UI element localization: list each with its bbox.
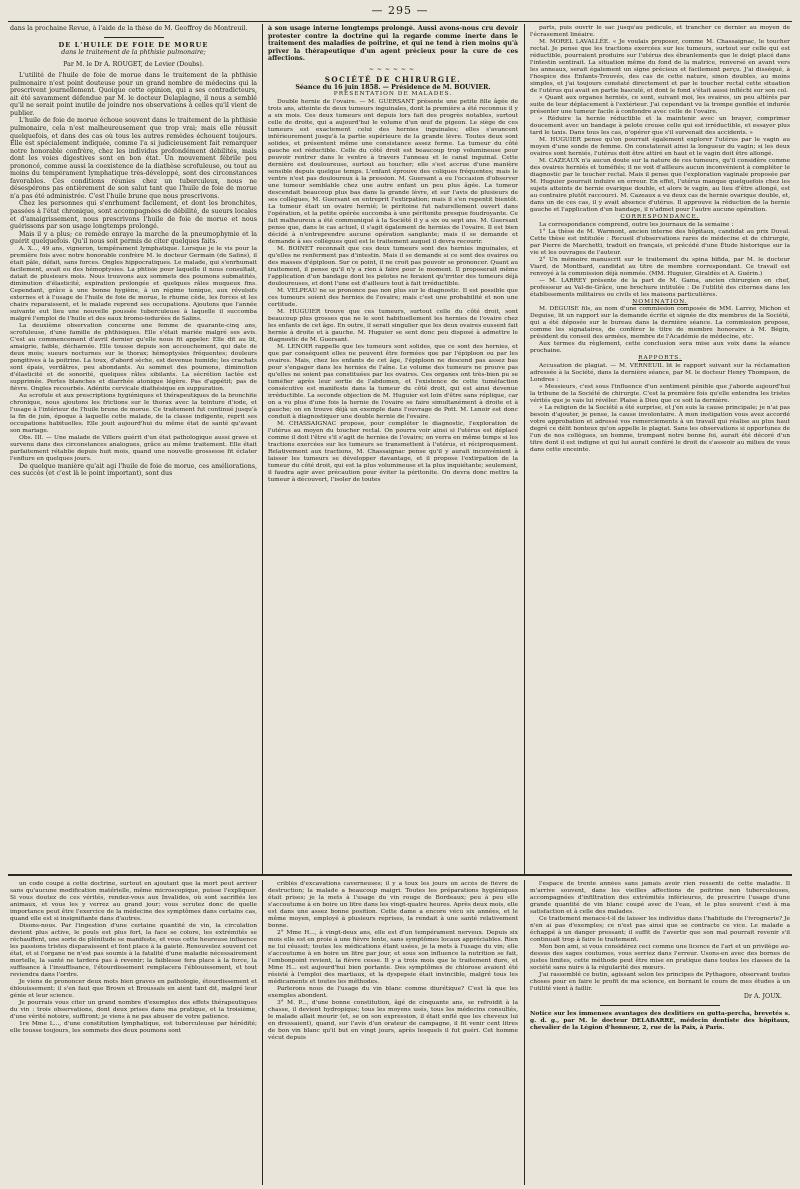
paragraph: M. HUGUIER trouve que ces tumeurs, surtout celle du côté droit, sont beaucoup plus grosses que ne le sont habituellement les hernies de l'ovaire chez les enfants de cet âge. En outre, il serait singulier que les deux ovaires eussent fait hernie à droite et à gauche. M. Huguier se sent donc peu disposé à admettre le diagnostic de M. Guersant.	[268, 308, 518, 343]
paragraph: 2° Un mémoire manuscrit sur le traitement du spina bifida, par M. le docteur Viard, de Montbard, candidat au titre de membre correspondant. Ce travail est renvoyé à la commission déjà nommée. (MM. Huguier, Giraldès et A. Guérin.)	[530, 256, 790, 277]
paragraph: M. BOINET reconnaît que ces deux tumeurs sont des hernies inguinales, et qu'elles ne renferment pas d'intestin. Mais il se demande si ce sont des ovaires ou des masses d'épiploon. Sur ce point, il ne croit pas pouvoir se prononcer. Quant au traitement, il pense qu'il n'y a rien à faire pour le moment. Il proposerait même l'application d'un bandage dont les pelotes ne feraient qu'irriter des tumeurs déjà douloureuses, et dont l'une est d'ailleurs tout à fait irréductible.	[268, 245, 518, 287]
bottom-divider-1	[262, 880, 263, 1185]
paragraph: M. HUGUIER pense qu'on pourrait également explorer l'utérus par le vagin au moyen d'une sonde de femme. On constaterait ainsi la longueur du vagin; si les deux ovaires sont herniés, l'utérus doit être attiré en haut et le vagin doit être allongé.	[530, 137, 790, 157]
column-3	[530, 25, 790, 871]
paragraph: M. VELPEAU ne se prononce pas non plus sur le diagnostic. Il est possible que ces tumeurs soient des hernies de l'ovaire; mais c'est une probabilité et non une certitude.	[268, 287, 518, 308]
signature: Dr A. JOUX.	[743, 993, 782, 1000]
paragraph: Double hernie de l'ovaire. — M. GUERSANT présente une petite fille âgée de trois ans, atteinte de deux tumeurs inguinales, dont la première a été reconnue il y a six mois. Ces deux tumeurs ont depuis lors fait des progrès notables, surtout celle de droite, qui a aujourd'hui le volume d'un œuf de pigeon. Le siège de ces tumeurs est exactement celui des hernies inguinales; elles s'avancent inférieurement jusqu'à la partie supérieure de la grande lèvre. Toutes deux sont solides, et présentent même une consistance assez ferme. La tumeur du côté gauche est réductible. Celle du côté droit est beaucoup trop volumineuse pour pouvoir rentrer dans le ventre à travers l'anneau et le canal inguinal. Cette dernière est douloureuse, surtout au toucher; elle s'est accrue d'une manière sensible depuis quelque temps. L'enfant éprouve des coliques fréquentes; mais le ventre n'est pas douloureux à la pression. M. Guersant a eu l'occasion d'observer une tumeur semblable chez une autre enfant un peu plus âgée. La tumeur descendait beaucoup plus bas dans la grande lèvre, et sur l'avis de plusieurs de ses collègues, M. Guersant en entreprit l'extirpation; mais il s'en repentit bientôt. La tumeur était un ovaire hernié; le péritoine fut naturellement ouvert dans l'opération, et la petite opérée succomba à une péritonite presque foudroyante. Ce fait malheureux a été communiqué à la Société il y a six ou sept ans. M. Guersant pense que, dans le cas actuel, il s'agit également de hernies de l'ovaire. Il est bien décidé à n'entreprendre aucune opération sanglante; mais il se demande et demande à ses collègues quel est le traitement auquel il devra recourir.	[268, 98, 518, 245]
paragraph: Mais il y a plus; ce remède enraye la marche de la pneumophymie et la guérit quelquefois. Qu'il nous soit permis de citer quelques faits.	[10, 230, 257, 246]
paragraph: M. CAZEAUX n'a aucun doute sur la nature de ces tumeurs, qu'il considère comme des ovaires herniés et tuméfiés; il ne voit d'ailleurs aucun inconvénient à compléter le diagnostic par le toucher rectal. Mais il pense que l'exploration vaginale proposée par M. Huguier pourrait induire en erreur. En effet, l'utérus manque quelquefois chez les sujets atteints de hernie ovarique double, et alors le vagin, au lieu d'être allongé, est au contraire plutôt raccourci. M. Cazeaux a vu deux cas de hernie ovarique double, et, dans un de ces cas, il y avait absence d'utérus. Il approuve la réduction de la hernie gauche et l'application d'un bandage, il n'admet pour l'autre aucune opération.	[530, 158, 790, 213]
paragraph: parts, puis ouvrir le sac jusqu'au pédicule, et trancher ce dernier au moyen de l'écrasement linéaire.	[530, 25, 790, 38]
paragraph: L'huile de foie de morue échoue souvent dans le traitement de la phthisie pulmonaire, cela n'est malheureusement que trop vrai; mais elle réussit quelquefois, et dans des cas où tous les autres remèdes échouent toujours. Elle est spécialement indiquée, comme l'a si judicieusement fait remarquer notre honorable confrère, chez les individus profondément débilités, mais dont les voies digestives sont en bon état. Un mouvement fébrile peu prononcé, comme aussi la coexistence de la diathèse scrofuleuse, ou tout au moins du tempérament lymphatique très-développé, sont des circonstances favorables. Ces conditions réunies chez un tuberculeux, nous ne désespérons pas entièrement de son salut tant que l'huile de foie de morue n'a pas été administrée. C'est l'huile brune que nous prescrivons.	[10, 117, 257, 200]
paragraph: J'ai rassemblé ce butin, agissant selon les principes de Pythagore, observant toutes choses pour en faire le profit de ma science, en bornant le cours de mes études à un l'utilité vient à faillir.	[530, 972, 790, 992]
article-subtitle: dans le traitement de la phthisie pulmonaire;	[61, 49, 206, 57]
paragraph: 1° La thèse de M. Warmont, ancien interne des hôpitaux, candidat au prix Duval. Cette thèse est intitulée : Recueil d'observations rares de médecine et de chirurgie, par Pierre de Marchetti, traduit en français, et précédé d'une Étude historique sur la vie et les ouvrages de l'auteur.	[530, 228, 790, 256]
column-2	[268, 25, 518, 871]
section-heading: RAPPORTS.	[638, 355, 682, 362]
paragraph: criblés d'excavations caverneuses; il y a toux les jours un accès de fièvre de destruction; la malade a beaucoup maigri. Toutes les préparations hygiéniques était prises; je la mets à l'usage du vin rouge de Bordeaux; peu à peu elle s'accoutume à en boire un litre dans les vingt-quatre heures. Après deux mois, elle est dans une assez bonne position. Cette dame a encore vécu six années, et le même moyen, employé à plusieurs reprises, la rendait à une santé relativement bonne.	[268, 881, 518, 929]
paragraph: l'espace de trente années sans jamais avoir rien ressenti de cette maladie. Il m'arrive souvent, dans les vieilles affections de poitrine non tuberculeuses, accompagnées d'infiltration des extrémités inférieures, de prescrire l'usage d'une grande quantité de vin blanc coupé avec de l'eau, et le plus souvent c'est à ma satisfaction et à celle des malades.	[530, 881, 790, 915]
bottom-divider-2	[524, 880, 525, 1185]
bottom-column-1	[10, 881, 257, 1185]
column-divider-2	[524, 24, 525, 874]
session-line: Séance du 16 juin 1858. — Présidence de M. BOUVIER.	[295, 83, 491, 91]
paragraph: 1re Mme L..., d'une constitution lymphatique, est tuberculeuse par hérédité; elle tousse toujours, les sommets des deux poumons sont	[10, 1021, 257, 1034]
article-title: DE L'HUILE DE FOIE DE MORUE	[58, 40, 209, 49]
paragraph: M. DEGUISE fils, au nom d'une commission composée de MM. Larrey, Michon et Deguise, lit un rapport sur la demande écrite et signée de dix membres de la Société, qui a été déposée sur le bureau dans la dernière séance. La commission propose, comme les signataires, de conférer le titre de membre honoraire à M. Bégin, président du conseil des armées, membre de l'Académie de médecine, etc.	[530, 306, 790, 341]
paragraph: Mon bon ami, si vous considérez ceci comme une licence de l'art et un privilège au-dessus des sages coutumes, vous serriez dans l'erreur. Usons-en avec des bornes de justes limites, cette méthode peut être mise en pratique dans toutes les classes de la société sans nuire à la régularité des mœurs.	[530, 944, 790, 971]
paragraph: Je viens de prononcer deux mots bien graves en pathologie, étourdissement et éblouissement; il s'en faut que Brown et Broussais en aient tant dit, malgré leur génie et leur science.	[10, 979, 257, 999]
paragraph: Accusation de plagiat. — M. VERNEUIL lit le rapport suivant sur la réclamation adressée à la Société, dans la dernière séance, par M. le docteur Henry Thompson, de Londres :	[530, 362, 790, 383]
section-heading: PRÉSENTATION DE MALADES.	[333, 91, 453, 98]
paragraph: Obs. III. — Une malade de Villers guérit d'un état pathologique aussi grave et survenu dans des circonstances analogues, grâce au même traitement. Elle était parfaitement rétablie depuis huit mois, quand une nouvelle grossesse fit éclater l'enflure en quelques jours.	[10, 434, 257, 462]
paragraph: un code coupé à cette doctrine, surtout en ajoutant que la mort peut arriver sans qu'aucune modification matérielle, même microscopique, puisse l'expliquer. Si vous doutez de ces vérités, rendez-vous aux Invalides, où sont sacrifiés les animaux, et vous les y verrez au grand jour; vous scrutez donc de quelle importance peut être l'exercice de la médecine des symptômes dans certains cas, quand elle est si insignifiante dans d'autres.	[10, 881, 257, 922]
top-rule	[8, 21, 792, 22]
paragraph: à son usage interne longtemps prolongé. Aussi avons-nous cru devoir protester contre la doctrine qui la regarde comme inerte dans le traitement des maladies de poitrine, et qui ne tend à rien moins qu'à priver la thérapeutique d'un agent précieux pour la cure de ces affections.	[268, 25, 518, 63]
bottom-column-3	[530, 881, 790, 1185]
paragraph: 3° M. P..., d'une bonne constitution, âgé de cinquante ans, se refroidit à la chasse, il devient hydropique; tous les moyens usés, tous les médecins consultés, le malade allait mourir (et, se on son expression, il était enflé que les cheveux lui en dressaient), quand, sur l'avis d'un orateur de campagne, il fit venir cent litres de bon vin blanc qu'il but en vingt jours, après lesquels il fut guéri. Cet homme vécut depuis	[268, 1000, 518, 1041]
paragraph: Chez les personnes qui s'enrhument facilement, et dont les bronchites, passées à l'état chronique, sont accompagnées de débilité, de sueurs locales et d'amaigrissement, nous prescrivons l'huile de foie de morue et nous guérissons par son usage longtemps prolongé.	[10, 200, 257, 231]
paragraph: 2° Mme H..., à vingt-deux ans, elle est d'un tempérament nerveux. Depuis six mois elle est en proie à une fièvre lente, sans symptômes locaux appréciables. Rien ne lui réussit; toutes les médications étant usées, je la mets à l'usage du vin; elle s'accoutume à en boire un litre par jour, et sous son influence la nutrition se fait, l'embonpoint revient, la fièvre cesse. Il y a trois mois que le traitement dure, et Mme H... est aujourd'hui bien portante. Des symptômes de chlorose avaient été résisté à l'emploi des martiaux, et la dyspepsie était invincible, malgré tous les médicaments et toutes les méthodes.	[268, 930, 518, 985]
feuilleton-divider	[8, 874, 792, 876]
separator	[104, 37, 164, 38]
paragraph: » Quant aux organes herniés, ce sont, suivant moi, les ovaires, un peu altérés par suite de leur déplacement à l'extérieur. J'ai cependant vu la trompe gonflée et indurée présenter une tumeur facile à confondre avec celle de l'ovaire.	[530, 95, 790, 115]
paragraph: » Réduire la hernie réductible et la maintenir avec un brayer, comprimer doucement avec un bandage à pelote creuse celle qui est irréductible, et essayer plus tard le taxis. Dans tous les cas, n'opérer que s'il survenait des accidents. »	[530, 116, 790, 136]
section-heading: NOMINATION.	[632, 298, 688, 305]
column-1	[10, 25, 257, 871]
paragraph: A. X..., 49 ans, vigneron, tempérament lymphatique. Lorsque je le vis pour la première fois avec notre honorable confrère M. le docteur Germain (de Salins), il était pâle, défait, sans forces. Ongles hippocratiques. Le malade, qui s'enrhumait facilement, avait eu des hémoptysies. La phtisie pour laquelle il nous consultait, datait de plusieurs mois. Nous trouvons aux sommets des poumons submatités, diminution d'élasticité, expiration prolongée et quelques râles muqueux fins. Cependant, grâce à une bonne hygiène, à un régime tonique, aux révulsifs externes et à l'usage de l'huile de foie de morue, le rhume cède, les forces et les chairs reparaissent, et le malade reprend ses occupations. Ajoutons que l'année suivante eut lieu une nouvelle poussée tuberculeuse à laquelle il succomba malgré l'emploi de l'huile et des eaux bromo-iodurées de Salins.	[10, 245, 257, 322]
separator	[600, 1005, 720, 1006]
lead-text: dans la prochaine Revue, à l'aide de la thèse de M. Geoffroy de Montreuil.	[10, 25, 248, 32]
ornament-rule: ~~~~~~	[368, 65, 418, 73]
paragraph: « Messieurs, c'est sous l'influence d'un sentiment pénible que j'aborde aujourd'hui la tribune de la Société de chirurgie. C'est la première fois qu'elle entendra les tristes vérités que je vais lui révéler. Plaise à Dieu que ce soit la dernière.	[530, 383, 790, 404]
bottom-column-2	[268, 881, 518, 1185]
paragraph: Aux termes du règlement, cette conclusion sera mise aux voix dans la séance prochaine.	[530, 341, 790, 355]
paragraph: Disons-nous. Par l'ingestion d'une certaine quantité de vin, la circulation devient plus active, le pouls est plus fort, la face se colore, les extrémités se réchauffent, une sorte de plénitude se manifeste, et vous cette heureuse influence les passions tristes disparaissent et font place à la gaieté. Renouvelez souvent cet état, et si l'organe ne n'est pas soumis à la fatalité d'une maladie nécessairement mortelle, la santé ne tardera pas à revenir; la faiblesse fera place à la force, la suffisance à l'insuffisance, l'étourdissement remplacera l'éblouissement, et tout reviendra dans l'ordre.	[10, 923, 257, 978]
paragraph: La deuxième observation concerne une femme de quarante-cinq ans, scrofuleuse, d'une famille de phthisiques. Elle s'était mariée malgré ses avis. C'est au commencement d'avril dernier qu'elle nous fit appeler. Elle dit au lit, amaigrie, faible, décharnée. Elle tousse depuis son accouchement, qui date de deux mois; sueurs nocturnes sur le thorax; hémoptysies fréquentes; douleurs pongitives à la poitrine. La toux, d'abord sèche, est devenue humide; les crachats sont épais, verdâtres, peu abondants. Au sommet des poumons, diminution d'élasticité et de sonorité, quelques râles sibilants. La sécrétion lactée est supprimée. Pertes blanches et diarrhée atonique légère. Pas d'appétit; pas de fièvre. Ongles recourbés. Adénite cervicale diathésique en suppuration.	[10, 322, 257, 392]
paragraph: Au scrofule et aux prescriptions hygiéniques et thérapeutiques de la bronchite chronique, nous ajoutons les frictions sur le thorax avec la teinture d'iode, et l'usage à l'intérieur de l'huile brune de morue. Ce traitement fut continué jusqu'à la fin de juin, époque à laquelle cette malade, de la classe indigente, reprit ses occupations habituelles. Elle jouit aujourd'hui du même état de santé qu'avant son mariage.	[10, 392, 257, 434]
paragraph: De quelque manière qu'ait agi l'huile de foie de morue, ces améliorations, ces succès (et c'est là le point important), sont dus	[10, 462, 257, 478]
paragraph: M. CHASSAIGNAC propose, pour compléter le diagnostic, l'exploration de l'utérus au moyen du toucher rectal. On pourra voir ainsi si l'utérus est déplacé comme il doit l'être s'il s'agit de hernies de l'ovaire; on verra en même temps si les tractions exercées sur les tumeurs se transmettent à l'utérus, et réciproquement. Relativement aux tractions, M. Chassaignac pense qu'il y aurait inconvénient à laisser les tumeurs se développer davantage, et il propose l'extirpation de la tumeur du côté droit, qui est la plus volumineuse et la plus inquiétante; seulement, il faudra agir avec précaution pour éviter la péritonite. On devra donc mettre la tumeur à découvert, l'isoler de toutes	[268, 420, 518, 483]
paragraph: » La religion de la Société a été surprise, et j'en suis la cause principale; je n'ai pas besoin d'ajouter, je pense, la cause involontaire. À mon instigation vous avez accordé votre approbation et adressé vos remerciements à un travail qui réalise au plus haut degré ce délit honteux qu'on appelle le plagiat. Sans les observations si opportunes de l'un de nos collègues, un homme, trompant notre bonne foi, aurait été décoré d'un titre dont il est indigne et qui lui aurait conféré le droit de s'asseoir au milieu de vous dans cette enceinte.	[530, 404, 790, 453]
paragraph: M. MOREL LAVALLÉE. « Je voulais proposer, comme M. Chassaignac, le toucher rectal. Je pense que les tractions exercées sur les tumeurs, surtout sur celle qui est réductible, pourraient produire sur l'utérus des ébranlements que le doigt placé dans l'intestin sentirait. La situation même du fond de la matrice, renversé en avant vers les anneaux, serait également un signe précieux et facilement perçu. J'ai disséqué, à l'hospice des Enfants-Trouvés, des cas de cette nature, sinon doubles, au moins simples, et j'ai toujours constaté directement et par le toucher rectal cette situation de l'utérus qui avait en partie basculé, et dont le fond s'était aussi infléchi sur son col.	[530, 39, 790, 94]
paragraph: L'utilité de l'huile de foie de morue dans le traitement de la phthisie pulmonaire n'est point douteuse pour un grand nombre de médecins qui la prescrivent journellement. Quoique cette opinion, qui a ses contradicteurs, ait été savamment défendue par M. le docteur Delaplagne, il nous a semblé qu'il ne serait point inutile de joindre nos observations à celles qu'il vient de publier.	[10, 72, 257, 117]
paragraph: Ce traitement menace-t-il de laisser les individus dans l'habitude de l'ivrognerie? Je n'en ai pas d'exemples; ce n'est pas ainsi que se contracte ce vice. Le malade a échappé à un danger pressant; il suffit de l'avertir que son mal pourrait revenir s'il continuait trop à faire le traitement.	[530, 916, 790, 943]
paragraph: Je pourrais vous citer un grand nombre d'exemples des effets thérapeutiques du vin : trois observations, dont deux prises dans ma pratique, et la troisième, d'une vérité notoire, suffiront; je viens à ne pas abuser de votre patience.	[10, 1000, 257, 1020]
section-heading: CORRESPONDANCE.	[620, 214, 700, 220]
page-number: — 295 —	[371, 4, 429, 17]
paragraph: M. LENOIR rappelle que les tumeurs sont solides, que ce sont des hernies, et que par conséquent elles ne peuvent être formées que par l'épiploon ou par les ovaires. Mais, chez les enfants de cet âge, l'épiploon ne descend pas assez bas pour s'engager dans les hernies de l'aîne. Le volume des tumeurs ne prouve pas qu'elles ne soient pas constituées par les ovaires. Ces organes ont très-bien pu se tuméfier après leur sortie de l'abdomen, et l'existence de cette tuméfaction consécutive est manifeste dans la tumeur du côté droit, qui est ainsi devenue irréductible. La seconde objection de M. Huguier est loin d'être sans réplique, car on a vu plus d'une fois la hernie de l'ovaire se faire simultanément à droite et à gauche; on en trouve déjà un exemple dans l'ouvrage de Pott. M. Lenoir est donc conduit à diagnostiquer une double hernie de l'ovaire.	[268, 343, 518, 420]
paragraph: La correspondance comprend, outre les journaux de la semaine :	[539, 221, 734, 228]
paragraph: — M. LARREY présente de la part de M. Gama, ancien chirurgien en chef, professeur au Val-de-Grâce, une brochure intitulée : De l'utilité des citernes dans les établissements militaires ou civils et les maisons particulières.	[530, 277, 790, 298]
article-author: Par M. le Dr A. ROUGET, de Levier (Doubs).	[63, 60, 204, 68]
column-divider-1	[262, 24, 263, 874]
society-heading: SOCIÉTÉ DE CHIRURGIE.	[324, 75, 462, 85]
notice: Notice sur les immenses avantages des deslitiers en gutta-percha, brevetés s. g. d. g., par M. le docteur DELABARRE, médecin dentiste des hôpitaux, chevalier de la Légion d'honneur, 2, rue de la Paix, à Paris.	[530, 1009, 790, 1031]
paragraph: Parlerons nous de l'usage du vin blanc comme diurétique? C'est là que les exemples abondent.	[268, 986, 518, 999]
